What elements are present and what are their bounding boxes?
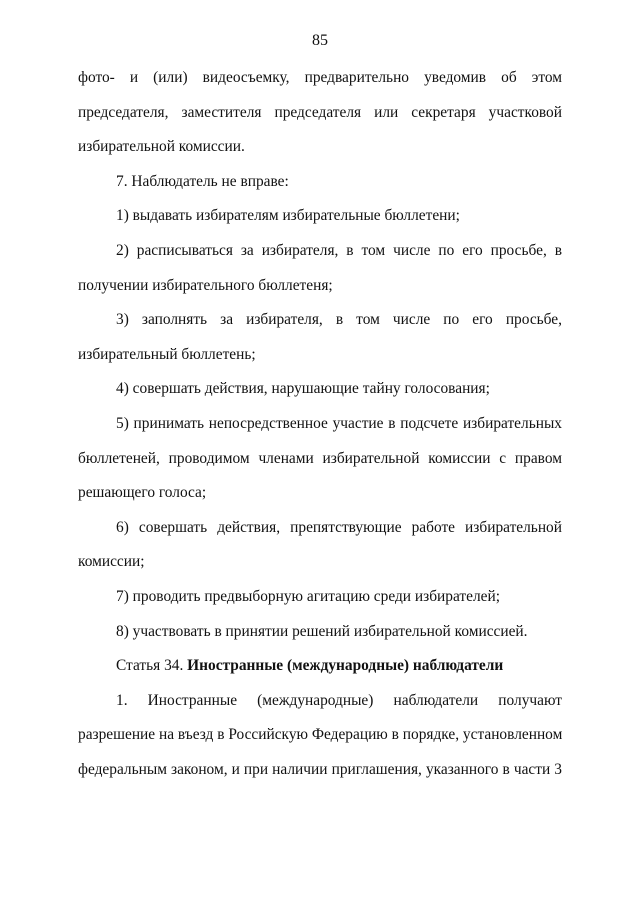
text-line: председателя, заместителя председателя или секретаря участковой: [78, 103, 562, 121]
article-prefix: Статья 34.: [116, 657, 188, 675]
list-item-continuation: решающего голоса;: [78, 484, 207, 502]
article-paragraph-continuation: разрешение на въезд в Российскую Федерацию в порядке, установленном: [78, 726, 563, 744]
article-title: Иностранные (международные) наблюдатели: [187, 657, 504, 675]
list-item: 1) выдавать избирателям избирательные бюллетени;: [116, 207, 460, 225]
text-line: избирательной комиссии.: [78, 138, 245, 156]
article-paragraph: 1. Иностранные (международные) наблюдатели получают: [116, 691, 562, 709]
list-item: 6) совершать действия, препятствующие работе избирательной: [116, 518, 562, 536]
list-item-continuation: избирательный бюллетень;: [78, 345, 256, 363]
page-number: 85: [312, 32, 328, 49]
article-paragraph-continuation: федеральным законом, и при наличии приглашения, указанного в части 3: [78, 760, 562, 778]
text-line: фото- и (или) видеосъемку, предварительно уведомив об этом: [78, 69, 562, 86]
list-item: 7) проводить предвыборную агитацию среди избирателей;: [116, 587, 500, 605]
list-item: 4) совершать действия, нарушающие тайну голосования;: [116, 380, 490, 398]
list-item-continuation: получении избирательного бюллетеня;: [78, 276, 333, 294]
list-item: 3) заполнять за избирателя, в том числе по его просьбе,: [116, 311, 562, 329]
list-item: 2) расписываться за избирателя, в том числе по его просьбе, в: [116, 241, 562, 259]
list-item: 8) участвовать в принятии решений избирательной комиссией.: [116, 622, 528, 640]
list-item: 5) принимать непосредственное участие в подсчете избирательных: [116, 414, 562, 432]
article-heading: [78, 649, 562, 684]
list-heading: 7. Наблюдатель не вправе:: [116, 172, 289, 190]
list-item-continuation: комиссии;: [78, 553, 145, 571]
list-item-continuation: бюллетеней, проводимом членами избирательной комиссии с правом: [78, 449, 562, 467]
document-body: [78, 61, 562, 787]
